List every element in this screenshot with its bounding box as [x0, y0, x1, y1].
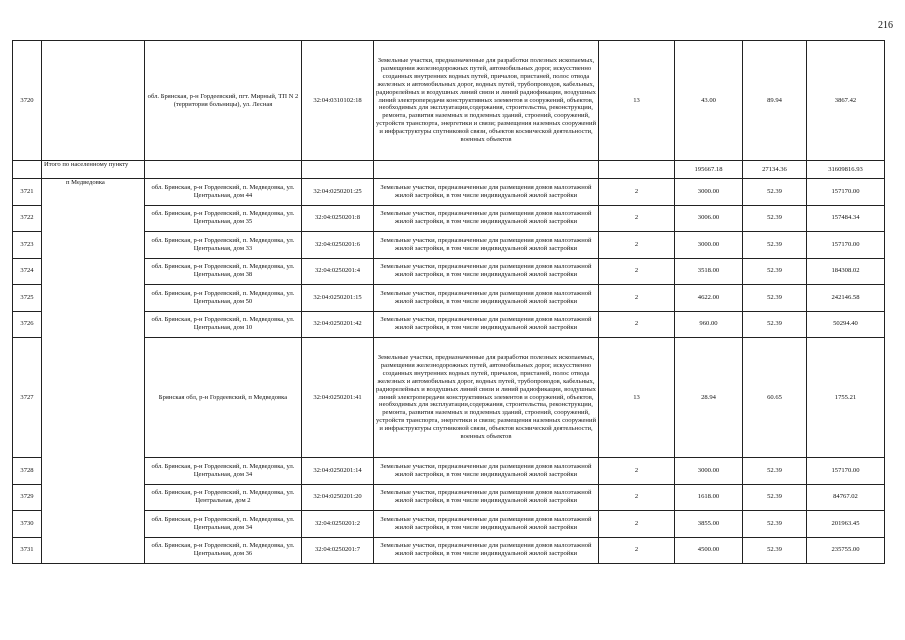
- totals-empty-cell: [302, 161, 374, 179]
- specific-value-cell: 52.39: [743, 311, 807, 338]
- cadastral-number-cell: 32:04:0250201:14: [302, 458, 374, 485]
- address-cell: обл. Брянская, р-н Гордеевский, п. Медведовка, ул. Центральная, дом 2: [145, 484, 302, 511]
- totals-empty-cell: [599, 161, 675, 179]
- row-number: 3723: [13, 232, 42, 259]
- land-use-cell: Земельные участки, предназначенные для размещения домов малоэтажной жилой застройки, в том числе индивидуальной жилой застройки: [374, 511, 599, 538]
- cadastral-value-cell: 201963.45: [807, 511, 885, 538]
- cadastral-value-cell: 242146.58: [807, 285, 885, 312]
- cadastral-value-table: [12, 40, 885, 564]
- totals-row: [13, 161, 885, 179]
- group-number-cell: 2: [599, 205, 675, 232]
- group-number-cell: 2: [599, 258, 675, 285]
- area-cell: 3000.00: [675, 232, 743, 259]
- area-cell: 960.00: [675, 311, 743, 338]
- totals-label: Итого по населенному пункту: [42, 161, 145, 179]
- group-number-cell: 2: [599, 179, 675, 206]
- cadastral-value-cell: 184308.02: [807, 258, 885, 285]
- cadastral-number-cell: 32:04:0250201:41: [302, 338, 374, 458]
- table-row: [13, 179, 885, 206]
- cadastral-number-cell: 32:04:0250201:6: [302, 232, 374, 259]
- row-number: 3724: [13, 258, 42, 285]
- cadastral-number-cell: 32:04:0250201:20: [302, 484, 374, 511]
- area-cell: 1618.00: [675, 484, 743, 511]
- group-number-cell: 2: [599, 537, 675, 564]
- area-cell: 4622.00: [675, 285, 743, 312]
- cadastral-number-cell: 32:04:0250201:25: [302, 179, 374, 206]
- group-number-cell: 2: [599, 458, 675, 485]
- group-number-cell: 2: [599, 484, 675, 511]
- cadastral-number-cell: 32:04:0250201:8: [302, 205, 374, 232]
- locality-cell: [42, 41, 145, 161]
- specific-value-cell: 89.94: [743, 41, 807, 161]
- row-number: 3720: [13, 41, 42, 161]
- specific-value-cell: 52.39: [743, 179, 807, 206]
- land-use-cell: Земельные участки, предназначенные для размещения домов малоэтажной жилой застройки, в том числе индивидуальной жилой застройки: [374, 258, 599, 285]
- cadastral-value-cell: 50294.40: [807, 311, 885, 338]
- land-use-cell: Земельные участки, предназначенные для размещения домов малоэтажной жилой застройки, в том числе индивидуальной жилой застройки: [374, 179, 599, 206]
- table-body: [13, 41, 885, 564]
- specific-value-cell: 52.39: [743, 258, 807, 285]
- area-cell: 3006.00: [675, 205, 743, 232]
- row-number: 3731: [13, 537, 42, 564]
- land-use-cell: Земельные участки, предназначенные для размещения домов малоэтажной жилой застройки, в том числе индивидуальной жилой застройки: [374, 205, 599, 232]
- address-cell: обл. Брянская, р-н Гордеевский, п. Медведовка, ул. Центральная, дом 34: [145, 511, 302, 538]
- address-cell: обл. Брянская, р-н Гордеевский, п. Медведовка, ул. Центральная, дом 36: [145, 537, 302, 564]
- specific-value-cell: 52.39: [743, 458, 807, 485]
- group-number-cell: 2: [599, 511, 675, 538]
- land-use-cell: Земельные участки, предназначенные для размещения домов малоэтажной жилой застройки, в том числе индивидуальной жилой застройки: [374, 484, 599, 511]
- group-number-cell: 2: [599, 311, 675, 338]
- address-cell: обл. Брянская, р-н Гордеевский, п. Медведовка, ул. Центральная, дом 34: [145, 458, 302, 485]
- land-use-cell: Земельные участки, предназначенные для размещения домов малоэтажной жилой застройки, в том числе индивидуальной жилой застройки: [374, 311, 599, 338]
- address-cell: Брянская обл, р-н Гордеевский, п Медведовка: [145, 338, 302, 458]
- totals-empty-cell: [374, 161, 599, 179]
- area-cell: 3855.00: [675, 511, 743, 538]
- cadastral-value-cell: 235755.00: [807, 537, 885, 564]
- cadastral-number-cell: 32:04:0310102:18: [302, 41, 374, 161]
- land-use-cell: Земельные участки, предназначенные для размещения домов малоэтажной жилой застройки, в том числе индивидуальной жилой застройки: [374, 537, 599, 564]
- row-number: 3727: [13, 338, 42, 458]
- specific-value-cell: 52.39: [743, 285, 807, 312]
- specific-value-cell: 52.39: [743, 511, 807, 538]
- cadastral-value-cell: 3867.42: [807, 41, 885, 161]
- row-number: 3730: [13, 511, 42, 538]
- totals-num-cell: [13, 161, 42, 179]
- totals-area: 195667.18: [675, 161, 743, 179]
- address-cell: обл. Брянская, р-н Гордеевский, п. Медведовка, ул. Центральная, дом 33: [145, 232, 302, 259]
- specific-value-cell: 52.39: [743, 537, 807, 564]
- land-use-cell: Земельные участки, предназначенные для размещения домов малоэтажной жилой застройки, в том числе индивидуальной жилой застройки: [374, 232, 599, 259]
- cadastral-value-cell: 84767.02: [807, 484, 885, 511]
- table-row: [13, 41, 885, 161]
- group-number-cell: 13: [599, 338, 675, 458]
- area-cell: 43.00: [675, 41, 743, 161]
- totals-specific-value: 27134.36: [743, 161, 807, 179]
- cadastral-value-cell: 157484.34: [807, 205, 885, 232]
- land-use-cell: Земельные участки, предназначенные для размещения домов малоэтажной жилой застройки, в том числе индивидуальной жилой застройки: [374, 458, 599, 485]
- row-number: 3726: [13, 311, 42, 338]
- area-cell: 3000.00: [675, 458, 743, 485]
- cadastral-number-cell: 32:04:0250201:15: [302, 285, 374, 312]
- row-number: 3722: [13, 205, 42, 232]
- specific-value-cell: 60.65: [743, 338, 807, 458]
- land-use-cell: Земельные участки, предназначенные для разработки полезных ископаемых, размещения железнодорожных путей, автомобильных дорог, искусственно созданных внутренних водных путей, причалов, пристаней, полос отвода железных и автомобильных дорог, водных путей, трубопроводов, кабельных, радиорелейных и воздушных линий связи и линий радиофикации, воздушных линий электропередачи конструктивных элементов и сооружений, объектов, необходимых для эксплуатации,содержания, строительства, реконструкции, ремонта, развития наземных и подземных зданий, строений, сооружений, устройств транспорта, энергетики и связи; размещения наземных сооружений и инфраструктуры спутниковой связи, объектов космической деятельности, военных объектов: [374, 41, 599, 161]
- totals-empty-cell: [145, 161, 302, 179]
- specific-value-cell: 52.39: [743, 484, 807, 511]
- address-cell: обл. Брянская, р-н Гордеевский, п. Медведовка, ул. Центральная, дом 10: [145, 311, 302, 338]
- address-cell: обл. Брянская, р-н Гордеевский, п. Медведовка, ул. Центральная, дом 50: [145, 285, 302, 312]
- cadastral-number-cell: 32:04:0250201:7: [302, 537, 374, 564]
- address-cell: обл. Брянская, р-н Гордеевский, п. Медведовка, ул. Центральная, дом 35: [145, 205, 302, 232]
- totals-cadastral-value: 31609816.93: [807, 161, 885, 179]
- group-number-cell: 2: [599, 232, 675, 259]
- cadastral-value-cell: 157170.00: [807, 232, 885, 259]
- area-cell: 4500.00: [675, 537, 743, 564]
- land-use-cell: Земельные участки, предназначенные для размещения домов малоэтажной жилой застройки, в том числе индивидуальной жилой застройки: [374, 285, 599, 312]
- specific-value-cell: 52.39: [743, 232, 807, 259]
- row-number: 3728: [13, 458, 42, 485]
- specific-value-cell: 52.39: [743, 205, 807, 232]
- cadastral-value-cell: 157170.00: [807, 179, 885, 206]
- cadastral-number-cell: 32:04:0250201:2: [302, 511, 374, 538]
- address-cell: обл. Брянская, р-н Гордеевский, пгт. Мирный, ТП N 2 (территория больницы), ул. Лесная: [145, 41, 302, 161]
- cadastral-value-cell: 157170.00: [807, 458, 885, 485]
- cadastral-value-cell: 1755.21: [807, 338, 885, 458]
- row-number: 3721: [13, 179, 42, 206]
- cadastral-number-cell: 32:04:0250201:42: [302, 311, 374, 338]
- group-number-cell: 2: [599, 285, 675, 312]
- row-number: 3725: [13, 285, 42, 312]
- locality-name: п Медведовка: [42, 179, 145, 564]
- area-cell: 3518.00: [675, 258, 743, 285]
- address-cell: обл. Брянская, р-н Гордеевский, п. Медведовка, ул. Центральная, дом 38: [145, 258, 302, 285]
- row-number: 3729: [13, 484, 42, 511]
- land-use-cell: Земельные участки, предназначенные для разработки полезных ископаемых, размещения железнодорожных путей, автомобильных дорог, искусственно созданных внутренних водных путей, причалов, пристаней, полос отвода железных и автомобильных дорог, водных путей, трубопроводов, кабельных, радиорелейных и воздушных линий связи и линий радиофикации, воздушных линий электропередачи конструктивных элементов и сооружений, объектов, необходимых для эксплуатации,содержания, строительства, реконструкции, ремонта, развития наземных и подземных зданий, строений, сооружений, устройств транспорта, энергетики и связи; размещения наземных сооружений и инфраструктуры спутниковой связи, объектов космической деятельности, военных объектов: [374, 338, 599, 458]
- page-number: 216: [878, 20, 893, 31]
- area-cell: 28.94: [675, 338, 743, 458]
- address-cell: обл. Брянская, р-н Гордеевский, п. Медведовка, ул. Центральная, дом 44: [145, 179, 302, 206]
- area-cell: 3000.00: [675, 179, 743, 206]
- group-number-cell: 13: [599, 41, 675, 161]
- cadastral-number-cell: 32:04:0250201:4: [302, 258, 374, 285]
